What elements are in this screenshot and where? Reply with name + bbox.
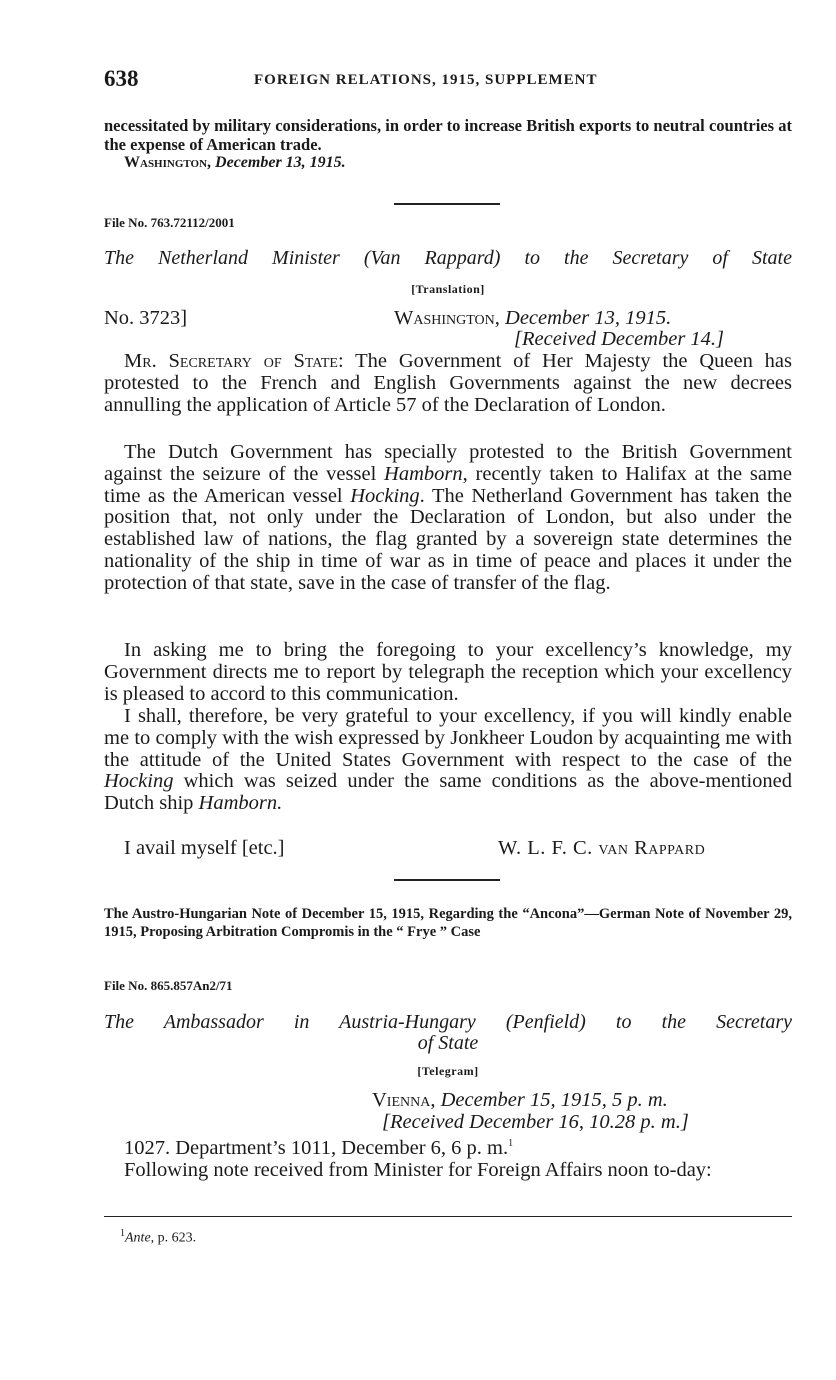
- continuation-dateline: [124, 154, 346, 172]
- dateline-date: December 15, 1915, 5 p. m.: [440, 1089, 668, 1111]
- paragraph-text: . The Netherland Government has taken the position that, not only under the Declaration of London, but also under the established law of nations, the flag granted by a sovereign state determines the nationality of the ship in time of war as in time of peace and places it under the protection of that state, save in the case of transfer of the flag.: [104, 484, 793, 594]
- salutation: Mr. Secretary of State: [124, 350, 338, 372]
- paragraph-following: Following note received from Minister for Foreign Affairs noon to-day:: [124, 1159, 712, 1181]
- signature: W. L. F. C. van Rappard: [498, 837, 706, 859]
- paragraph-4: [104, 706, 792, 815]
- footnote-page: , p. 623.: [150, 1230, 197, 1246]
- paragraph-text: I shall, therefore, be very grateful to your excellency, if you will kindly enable me to comply with the wish expressed by Jonkheer Loudon by acquainting me with the attitude of the United States Government with respect to the case of the: [104, 705, 792, 771]
- document-title-line2: of State: [417, 1032, 479, 1054]
- telegram-note: [Telegram]: [417, 1064, 479, 1078]
- footnote: [120, 1228, 196, 1247]
- paragraph-2: [104, 442, 792, 595]
- closing-line: I avail myself [etc.]: [124, 837, 285, 859]
- section-heading: The Austro-Hungarian Note of December 15, 1915, Regarding the “Ancona”—German Note of November 29, 1915, Proposing Arbitration Compromis in the “ Frye ” Case: [104, 906, 792, 940]
- footnote-marker: 1: [120, 1228, 125, 1239]
- paragraph-1: [104, 351, 792, 416]
- dateline: [394, 307, 671, 330]
- dateline-place: Washington,: [394, 307, 500, 329]
- received-date: [Received December 16, 10.28 p. m.]: [382, 1111, 689, 1133]
- dateline-place: Vienna,: [372, 1089, 436, 1111]
- paragraph-text: : The Government of Her Majesty the Queen has protested to the French and English Governments against the new decrees annulling the application of Article 57 of the Declaration of London.: [104, 350, 792, 416]
- section-divider: [394, 879, 500, 881]
- document-title: The Ambassador in Austria-Hungary (Penfield) to the Secretary: [104, 1011, 792, 1033]
- section-divider: [394, 203, 500, 205]
- dateline-place: Washington,: [124, 154, 212, 171]
- continuation-paragraph: necessitated by military considerations, in order to increase British exports to neutral countries at the expense of American trade.: [104, 116, 792, 154]
- translation-note: [Translation]: [411, 282, 485, 296]
- document-title: [104, 246, 792, 270]
- dateline-date: December 13, 1915.: [215, 154, 346, 171]
- footnote-marker: 1: [508, 1138, 514, 1150]
- title-part: The Netherland Minister (: [104, 247, 371, 269]
- dateline-date: December 13, 1915.: [505, 307, 672, 329]
- ship-name: Hamborn: [384, 462, 463, 485]
- page-number: 638: [104, 66, 139, 91]
- paragraph-text: which was seized under the same conditions as the above-mentioned Dutch ship: [104, 770, 792, 815]
- title-part: ) to the Secretary of State: [493, 247, 792, 269]
- ship-name: Hocking: [104, 770, 174, 793]
- file-number: File No. 763.72112/2001: [104, 215, 235, 230]
- ship-name: Hocking: [350, 484, 420, 507]
- reference-text: 1027. Department’s 1011, December 6, 6 p. m.: [124, 1137, 509, 1159]
- paragraph-3: In asking me to bring the foregoing to your excellency’s knowledge, my Government directs me to report by telegraph the reception which your excellency is pleased to accord to this communication.: [104, 639, 792, 705]
- ship-name: Hamborn.: [198, 792, 283, 815]
- footnote-rule: [104, 1216, 792, 1217]
- title-name: Van Rappard: [370, 247, 494, 269]
- paragraph-text: , recently taken to Halifax at the same time as the American vessel: [104, 462, 792, 507]
- footnote-ante: Ante: [125, 1230, 151, 1246]
- running-title: FOREIGN RELATIONS, 1915, SUPPLEMENT: [254, 72, 598, 88]
- received-date: [Received December 14.]: [514, 328, 725, 350]
- file-number: File No. 865.857An2/71: [104, 978, 233, 993]
- paragraph-text: The Dutch Government has specially protested to the British Government against the seizure of the vessel: [104, 441, 792, 485]
- telegram-reference: [124, 1137, 513, 1160]
- dateline: [372, 1089, 668, 1112]
- running-head: [104, 66, 792, 96]
- document-number: No. 3723]: [104, 307, 188, 329]
